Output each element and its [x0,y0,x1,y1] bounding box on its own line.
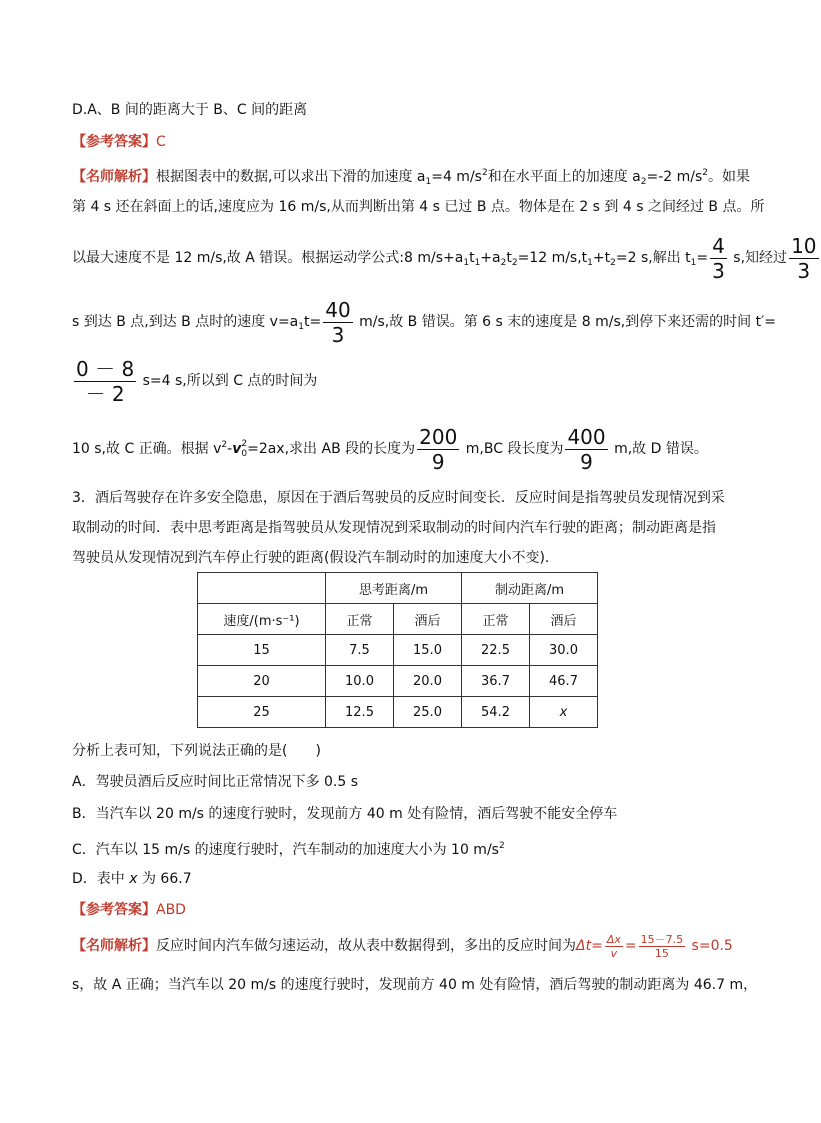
fraction-10-3: $\frac{10}{3}$ [791,233,817,283]
q2-analysis-line-4: s 到达 B 点,到达 B 点时的速度 $v=a_1t=$ $\frac{40}{3}$ m/s,故 B 错误。第 6 s 末的速度是 8 m/s,到停下来还需的时间 t′= [72,297,777,347]
fraction-40-3: $\frac{40}{3}$ [325,297,351,347]
analysis-text: =12 m/s,t [517,250,588,266]
analysis-text: s=0.5 [687,938,733,954]
table-cell: 54.2 [462,697,530,728]
q3-question: 分析上表可知，下列说法正确的是( ) [72,743,321,759]
analysis-text: +t [592,250,611,266]
table-cell: 25.0 [394,697,462,728]
table-cell: 15 [198,635,326,666]
analysis-label: 【名师解析】 [72,169,156,185]
table-row [198,697,598,728]
header-normal: 正常 [462,604,530,635]
analysis-text: - [227,441,233,457]
analysis-text: t= [303,314,322,330]
q3-stem-3: 驾驶员从发现情况到汽车停止行驶的距离(假设汽车制动时的加速度大小不变). [72,550,550,566]
table-cell: 12.5 [326,697,394,728]
analysis-text: t [506,250,512,266]
analysis-text: m/s,故 B 错误。第 6 s 末的速度是 8 m/s,到停下来还需的时间 t′= [354,314,777,330]
answer-value: C [156,134,166,150]
option-text: D．表中 [72,871,130,887]
analysis-label: 【名师解析】 [72,938,156,954]
table-cell: 36.7 [462,666,530,697]
analysis-text: =2ax,求出 AB 段的长度为 [247,441,416,457]
fraction-dx-over-v: $\frac{\Delta x}{v}$ [606,932,621,960]
q3-stem-2: 取制动的时间．表中思考距离是指驾驶员从发现情况到采取制动的时间内汽车行驶的距离；制动距离是指 [72,520,716,536]
analysis-text: s=4 s,所以到 C 点的时间为 [138,373,318,389]
header-normal: 正常 [326,604,394,635]
header-speed: 速度/(m·s⁻¹) [198,604,326,635]
q2-analysis-line-6: 10 s,故 C 正确。根据 $v^2-v$ 2 0 =2ax,求出 AB 段的长度为 $\frac{200}{9}$ m,BC 段长度为 $\frac{400}{9}$ m,故 D 错误。 [72,424,708,474]
table-corner-cell [198,573,326,604]
q3-option-a: A．驾驶员酒后反应时间比正常情况下多 0.5 s [72,774,359,790]
distance-table [197,572,598,728]
analysis-text: +a [480,250,501,266]
table-cell: 10.0 [326,666,394,697]
analysis-text: 反应时间内汽车做匀速运动，故从表中数据得到，多出的反应时间为 [156,938,576,954]
analysis-text: = [696,250,709,266]
table-cell: 20.0 [394,666,462,697]
q3-option-d [72,869,722,889]
analysis-text: m,BC 段长度为 [461,441,564,457]
analysis-text: s 到达 B 点,到达 B 点时的速度 v=a [72,314,299,330]
fraction-reaction-time: $\frac{15-7.5}{15}$ [640,932,684,960]
fraction-4-3: $\frac{4}{3}$ [712,233,725,283]
table-cell: 30.0 [530,635,598,666]
answer-label: 【参考答案】 [72,902,156,918]
table-row [198,666,598,697]
option-text: 为 66.7 [137,871,192,887]
analysis-text: 10 s,故 C 正确。根据 v [72,441,222,457]
q3-answer-line [72,900,722,920]
table-cell: 46.7 [530,666,598,697]
fraction-200-9: $\frac{200}{9}$ [419,424,458,474]
answer-value: ABD [156,902,186,918]
answer-label: 【参考答案】 [72,134,156,150]
analysis-text: =-2 m/s [646,169,703,185]
q2-analysis-line-2: 第 4 s 还在斜面上的话,速度应为 16 m/s,从而判断出第 4 s 已过 B 点。物体是在 2 s 到 4 s 之间经过 B 点。所 [72,199,765,215]
table-cell: 15.0 [394,635,462,666]
table-cell: 22.5 [462,635,530,666]
table-cell: 25 [198,697,326,728]
analysis-text: = [624,938,637,954]
q2-analysis-line-1: 【名师解析】根据图表中的数据,可以求出下滑的加速度 $a_1=4$ $m/s^2$和在水平面上的加速度 $a_2=-2$ $m/s^2$。如果 [72,168,750,187]
q2-option-d: D.A、B 间的距离大于 B、C 间的距离 [72,102,308,118]
q3-analysis-line-1 [72,926,733,966]
q3-stem-1: 3．酒后驾驶存在许多安全隐患，原因在于酒后驾驶员的反应时间变长．反应时间是指驾驶员发现情况到采 [72,490,725,506]
q3-option-b: B．当汽车以 20 m/s 的速度行驶时，发现前方 40 m 处有险情，酒后驾驶不能安全停车 [72,806,618,822]
option-text: x [129,871,138,887]
fraction-400-9: $\frac{400}{9}$ [567,424,606,474]
q3-analysis-line-2: s，故 A 正确；当汽车以 20 m/s 的速度行驶时，发现前方 40 m 处有险情，酒后驾驶的制动距离为 46.7 m， [72,977,758,993]
header-drunk: 酒后 [394,604,462,635]
table-row [198,635,598,666]
table-cell: 7.5 [326,635,394,666]
analysis-text: Δt [576,938,592,954]
header-think-distance: 思考距离/m [326,573,462,604]
q2-analysis-line-3: 以最大速度不是 12 m/s,故 A 错误。根据运动学公式:8 $m/s+a_1t_1+a_2t_2=12$ $m/s,t_1+t_2=2$ s,解出 $t_1=$ $\frac{4}{3}$ s,知经过 $\frac{10}{3}$ [72,233,817,283]
fraction-0-8-over-2: $\frac{0 - 8}{- 2}$ [76,356,135,406]
analysis-text: 。如果 [708,169,750,185]
analysis-text: = [591,938,603,954]
table-cell: x [530,697,598,728]
v0-symbol: v [232,441,242,457]
table-header-row [198,573,598,604]
header-drunk: 酒后 [530,604,598,635]
q2-analysis-line-5 [72,355,722,407]
table-subheader-row [198,604,598,635]
analysis-text: 根据图表中的数据,可以求出下滑的加速度 a [156,169,426,185]
analysis-text: =2 s,解出 t [615,250,691,266]
q2-answer-line [72,132,722,152]
analysis-text: 和在水平面上的加速度 a [487,169,641,185]
table-cell: 20 [198,666,326,697]
option-text: C．汽车以 15 m/s 的速度行驶时，汽车制动的加速度大小为 10 m/s [72,842,499,858]
analysis-text: =4 m/s [431,169,482,185]
analysis-text: t [469,250,475,266]
q3-option-c: C．汽车以 15 m/s 的速度行驶时，汽车制动的加速度大小为 10 $m/s^2$ [72,841,505,858]
analysis-text: s,知经过 [728,250,788,266]
analysis-text: m,故 D 错误。 [609,441,708,457]
analysis-text: 以最大速度不是 12 m/s,故 A 错误。根据运动学公式:8 m/s+a [72,250,464,266]
header-brake-distance: 制动距离/m [462,573,598,604]
